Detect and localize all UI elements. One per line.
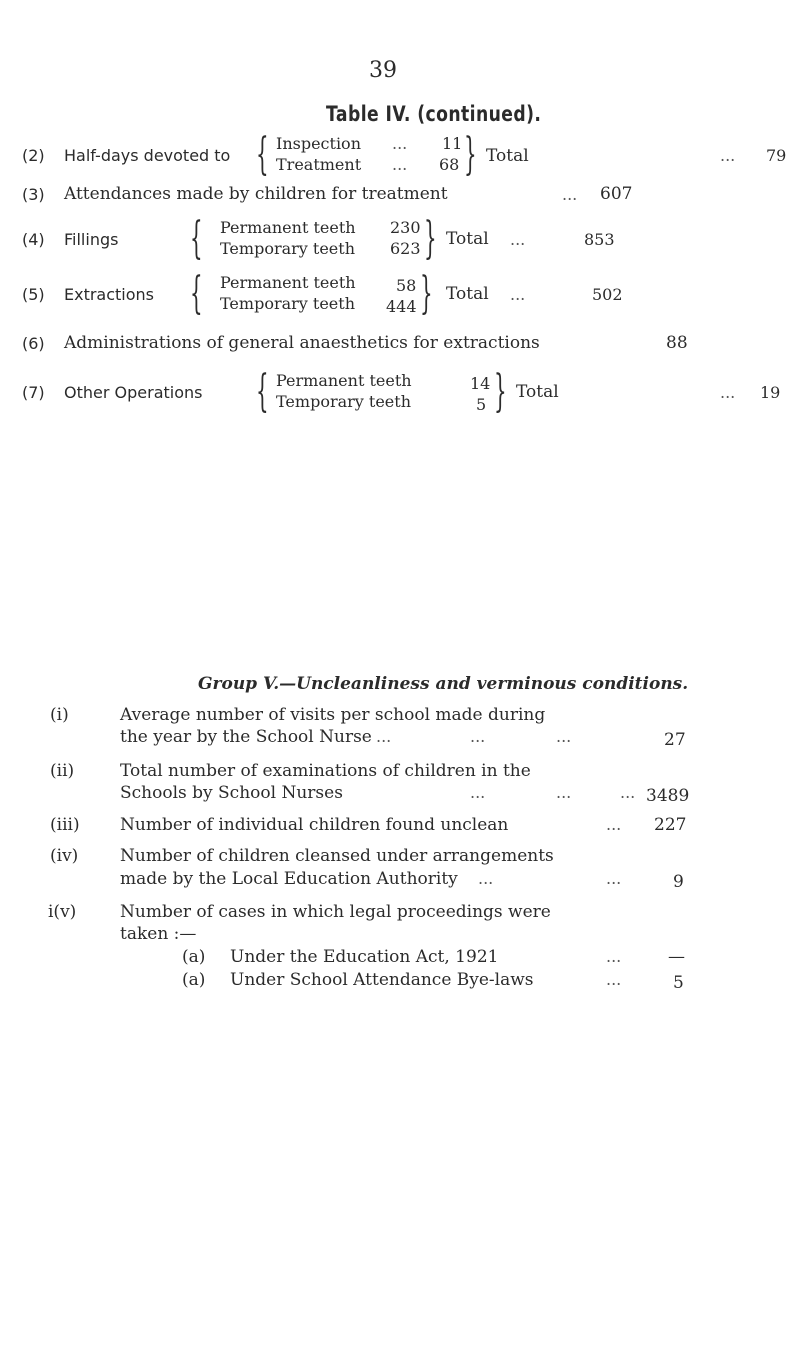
right-brace: }: [494, 366, 507, 417]
leader-dots: ...: [510, 230, 526, 249]
group-item-number: i(v): [48, 902, 77, 922]
leader-dots: ...: [470, 727, 486, 746]
leader-dots: ...: [376, 727, 392, 746]
item-total: 607: [600, 184, 633, 204]
left-brace: {: [190, 268, 203, 319]
total-label: Total: [516, 382, 559, 402]
group-item-value: 27: [664, 730, 686, 750]
group-item-line: made by the Local Education Authority: [120, 869, 458, 889]
total-label: Total: [446, 229, 489, 249]
group-item-line: Schools by School Nurses: [120, 783, 343, 803]
item-label: Administrations of general anaesthetics for extractions: [64, 333, 540, 353]
sub-item-letter: (a): [182, 970, 206, 990]
group-item-line: Number of cases in which legal proceedings were: [120, 902, 551, 922]
right-brace: }: [464, 129, 477, 180]
item-label: Attendances made by children for treatment: [64, 184, 448, 204]
sub-label: Permanent teeth: [276, 371, 412, 390]
sub-item-value: —: [668, 947, 685, 967]
leader-dots: ...: [720, 146, 736, 165]
item-number: (7): [22, 383, 45, 402]
item-number: (3): [22, 185, 45, 204]
leader-dots: ...: [606, 869, 622, 888]
item-label: Half-days devoted to: [64, 146, 231, 165]
sub-item-label: Under School Attendance Bye-laws: [230, 970, 534, 990]
sub-value: 230: [390, 218, 421, 237]
group-item-number: (iii): [50, 815, 80, 835]
item-total: 88: [666, 333, 688, 353]
item-total: 502: [592, 285, 623, 304]
sub-value: 623: [390, 239, 421, 258]
group-item-number: (ii): [50, 761, 75, 781]
group-item-line: the year by the School Nurse: [120, 727, 372, 747]
sub-label: Inspection: [276, 134, 361, 153]
item-total: 853: [584, 230, 615, 249]
leader-dots: ...: [478, 869, 494, 888]
sub-value: 14: [470, 374, 491, 393]
item-number: (6): [22, 334, 45, 353]
sub-item-letter: (a): [182, 947, 206, 967]
sub-item-label: Under the Education Act, 1921: [230, 947, 499, 967]
sub-label: Permanent teeth: [220, 218, 356, 237]
group-item-line: Number of children cleansed under arrangements: [120, 846, 554, 866]
item-number: (4): [22, 230, 45, 249]
group-item-line: taken :—: [120, 924, 197, 944]
item-total: 19: [760, 383, 781, 402]
total-label: Total: [446, 284, 489, 304]
table-title: Table IV. (continued).: [326, 102, 542, 126]
item-number: (5): [22, 285, 45, 304]
left-brace: {: [256, 366, 269, 417]
group-v-title: Group V.—Uncleanliness and verminous conditions.: [198, 674, 689, 694]
group-item-value: 9: [673, 872, 684, 892]
total-label: Total: [486, 146, 529, 166]
sub-item-value: 5: [673, 973, 684, 993]
sub-label: Temporary teeth: [220, 239, 356, 258]
leader-dots: ...: [556, 783, 572, 802]
sub-label: Treatment: [276, 155, 362, 174]
leader-dots: ...: [620, 783, 636, 802]
item-number: (2): [22, 146, 45, 165]
page-number: 39: [369, 58, 397, 83]
group-item-value: 227: [654, 815, 687, 835]
leader-dots: ...: [470, 783, 486, 802]
item-total: 79: [766, 146, 787, 165]
sub-value: 11: [442, 134, 463, 153]
leader-dots: ...: [392, 134, 408, 153]
leader-dots: ...: [562, 185, 578, 204]
sub-label: Temporary teeth: [276, 392, 412, 411]
right-brace: }: [420, 268, 433, 319]
item-label: Other Operations: [64, 383, 203, 402]
leader-dots: ...: [392, 155, 408, 174]
leader-dots: ...: [510, 285, 526, 304]
leader-dots: ...: [720, 383, 736, 402]
sub-value: 68: [439, 155, 460, 174]
group-item-line: Number of individual children found unclean: [120, 815, 509, 835]
item-label: Extractions: [64, 285, 155, 304]
sub-label: Permanent teeth: [220, 273, 356, 292]
leader-dots: ...: [606, 815, 622, 834]
group-item-line: Total number of examinations of children in the: [120, 761, 531, 781]
item-label: Fillings: [64, 230, 119, 249]
leader-dots: ...: [606, 947, 622, 966]
left-brace: {: [256, 129, 269, 180]
group-item-line: Average number of visits per school made during: [120, 705, 546, 725]
group-item-value: 3489: [646, 786, 690, 806]
left-brace: {: [190, 213, 203, 264]
sub-value: 5: [476, 395, 487, 414]
sub-value: 58: [396, 276, 417, 295]
leader-dots: ...: [556, 727, 572, 746]
group-item-number: (iv): [50, 846, 79, 866]
leader-dots: ...: [606, 970, 622, 989]
group-item-number: (i): [50, 705, 69, 725]
sub-value: 444: [386, 297, 417, 316]
sub-label: Temporary teeth: [220, 294, 356, 313]
right-brace: }: [424, 213, 437, 264]
